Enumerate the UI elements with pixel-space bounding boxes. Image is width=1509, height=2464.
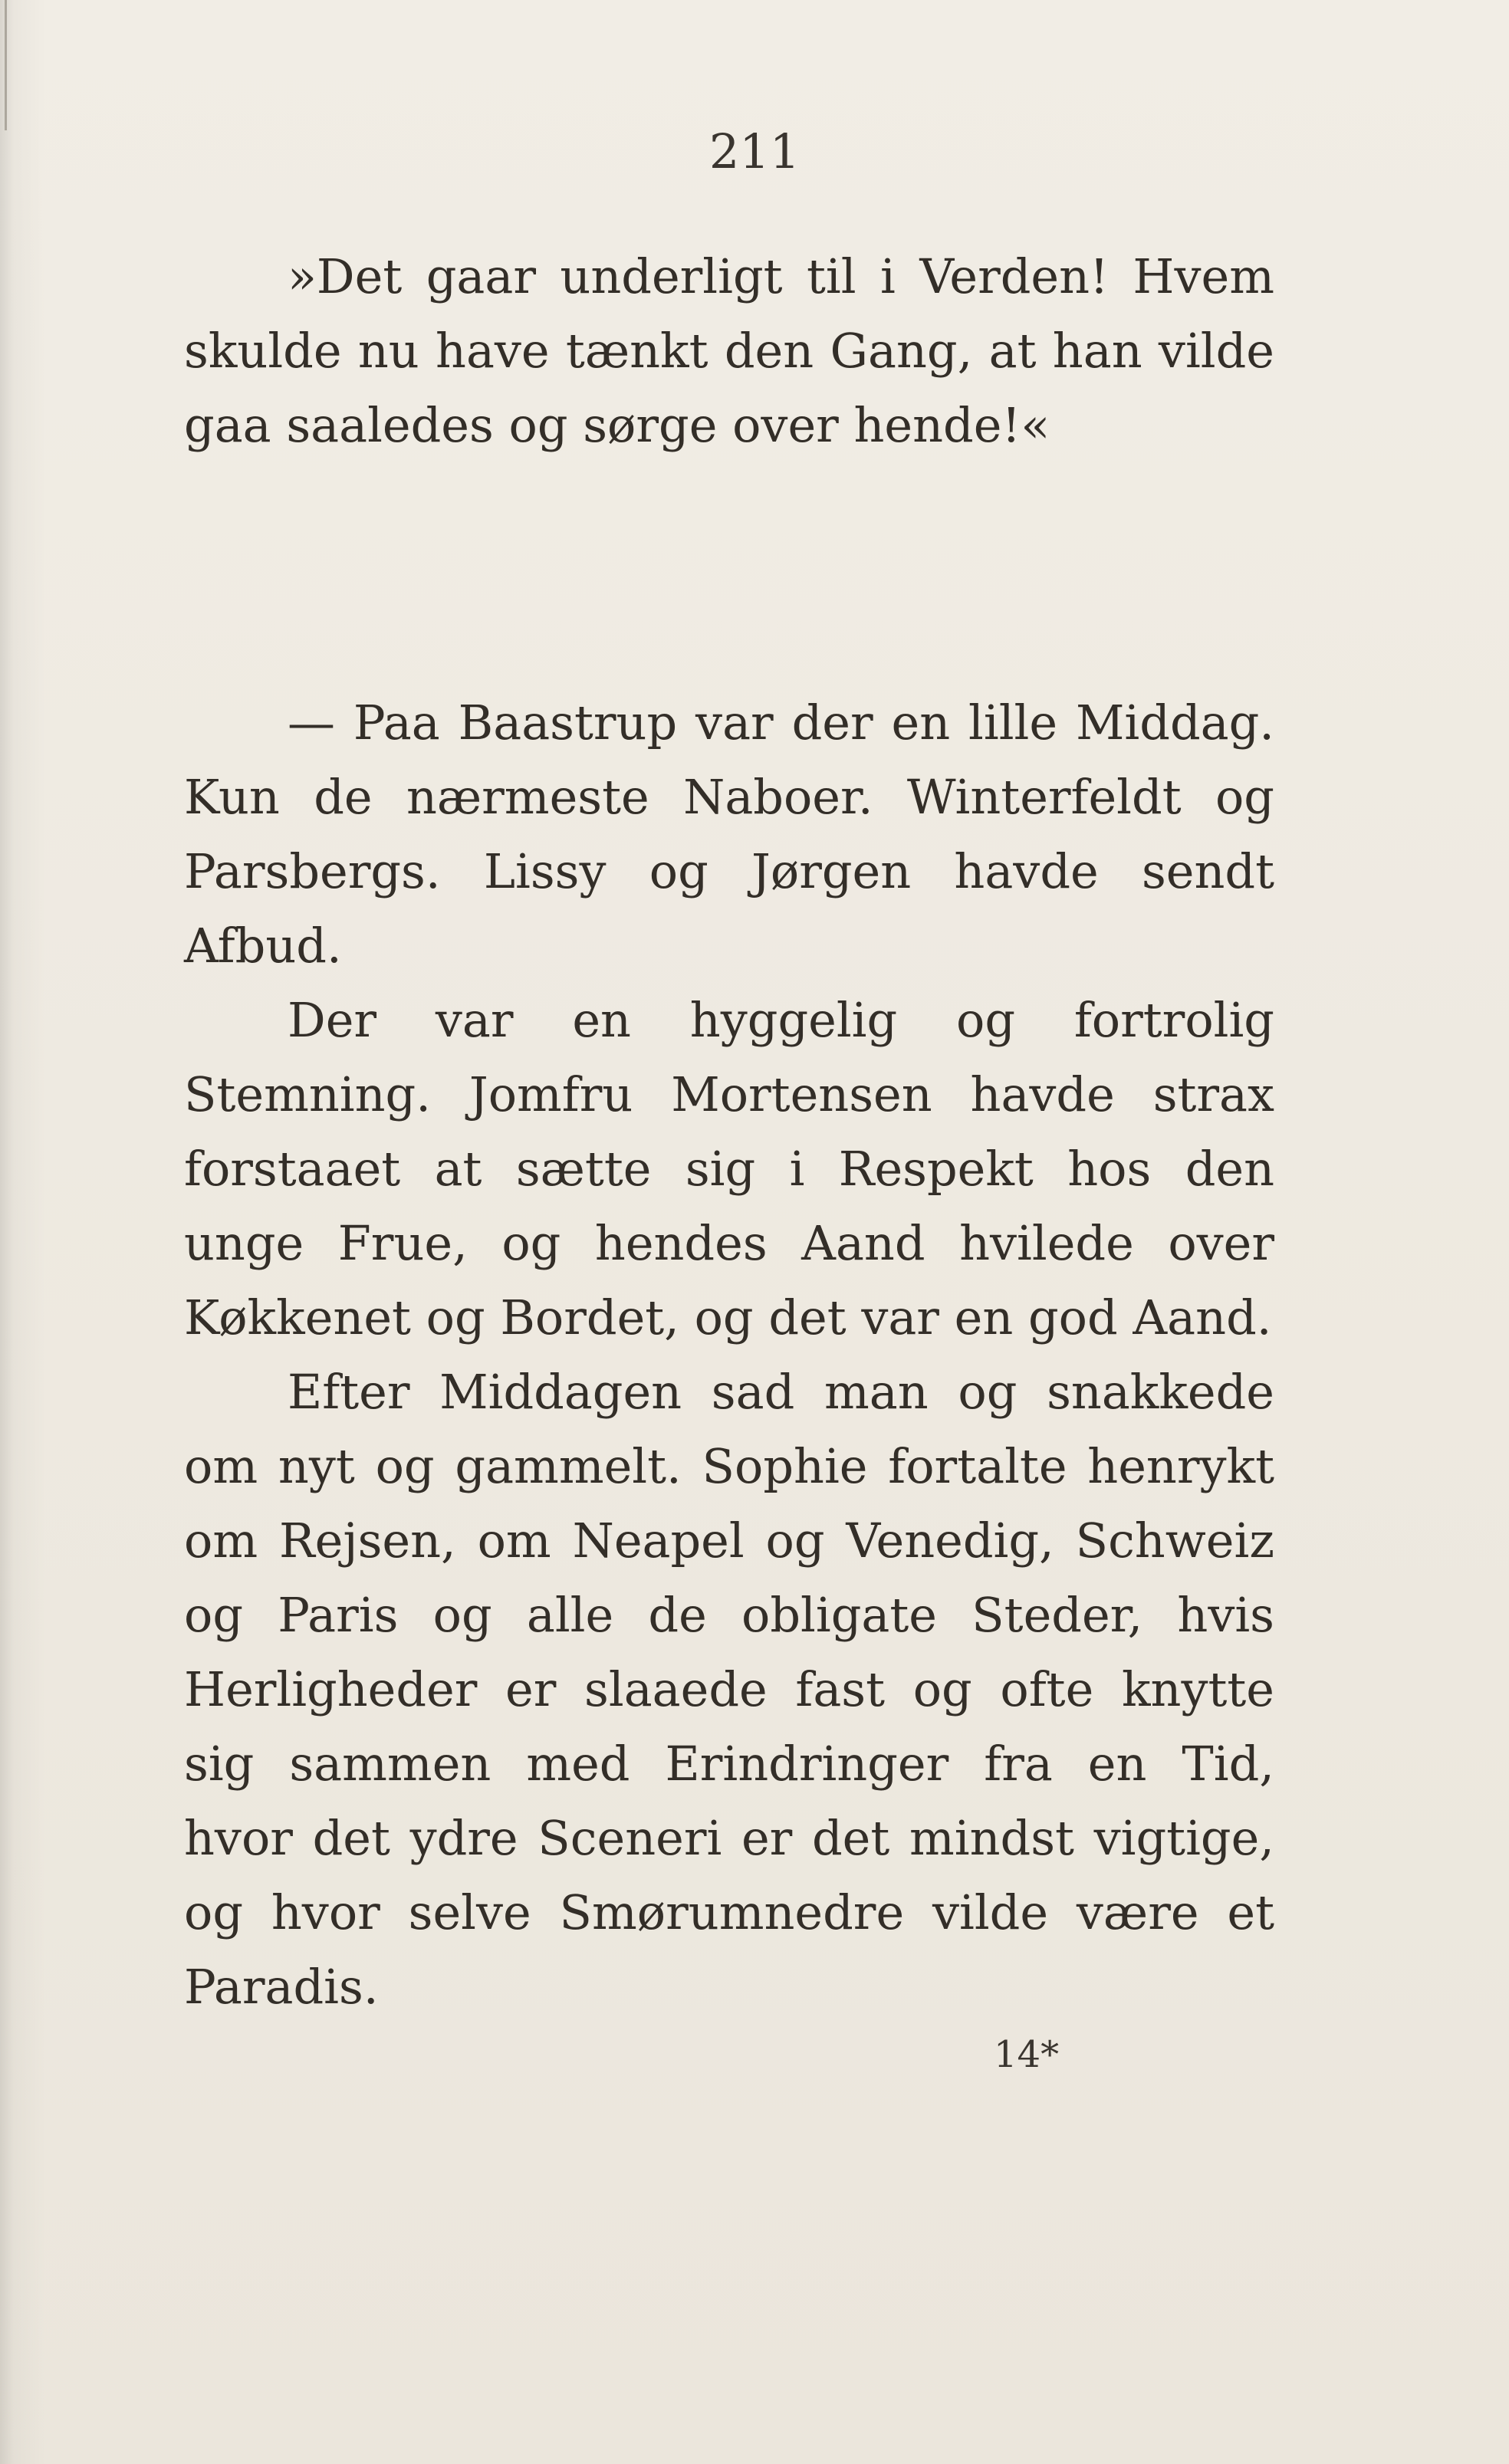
opening-paragraph-block [184,239,1274,462]
printer-signature-mark: 14* [994,2033,1060,2076]
main-text-block [184,685,1274,2024]
paragraph: »Det gaar underligt til i Verden! Hvem skulde nu have tænkt den Gang, at han vilde gaa saaledes og sørge over hende!« [184,248,1274,453]
page-edge-shadow [5,0,7,130]
paragraph: Der var en hyggelig og fortrolig Stemning. Jomfru Mortensen havde strax forstaaet at sætte sig i Respekt hos den unge Frue, og hendes Aand hvilede over Køkkenet og Bordet, og det var en god Aand. [184,992,1274,1345]
paragraph: — Paa Baastrup var der en lille Middag. Kun de nærmeste Naboer. Winterfeldt og Parsbergs. Lissy og Jørgen havde sendt Afbud. [184,695,1274,974]
paragraph: Efter Middagen sad man og snakkede om nyt og gammelt. Sophie fortalte henrykt om Rejsen, om Neapel og Venedig, Schweiz og Paris og alle de obligate Steder, hvis Herligheder er slaaede fast og ofte knytte sig sammen med Erindringer fra en Tid, hvor det ydre Sceneri er det mindst vigtige, og hvor selve Smørumnedre vilde være et Paradis. [184,1364,1274,2015]
page-number: 211 [708,123,801,179]
